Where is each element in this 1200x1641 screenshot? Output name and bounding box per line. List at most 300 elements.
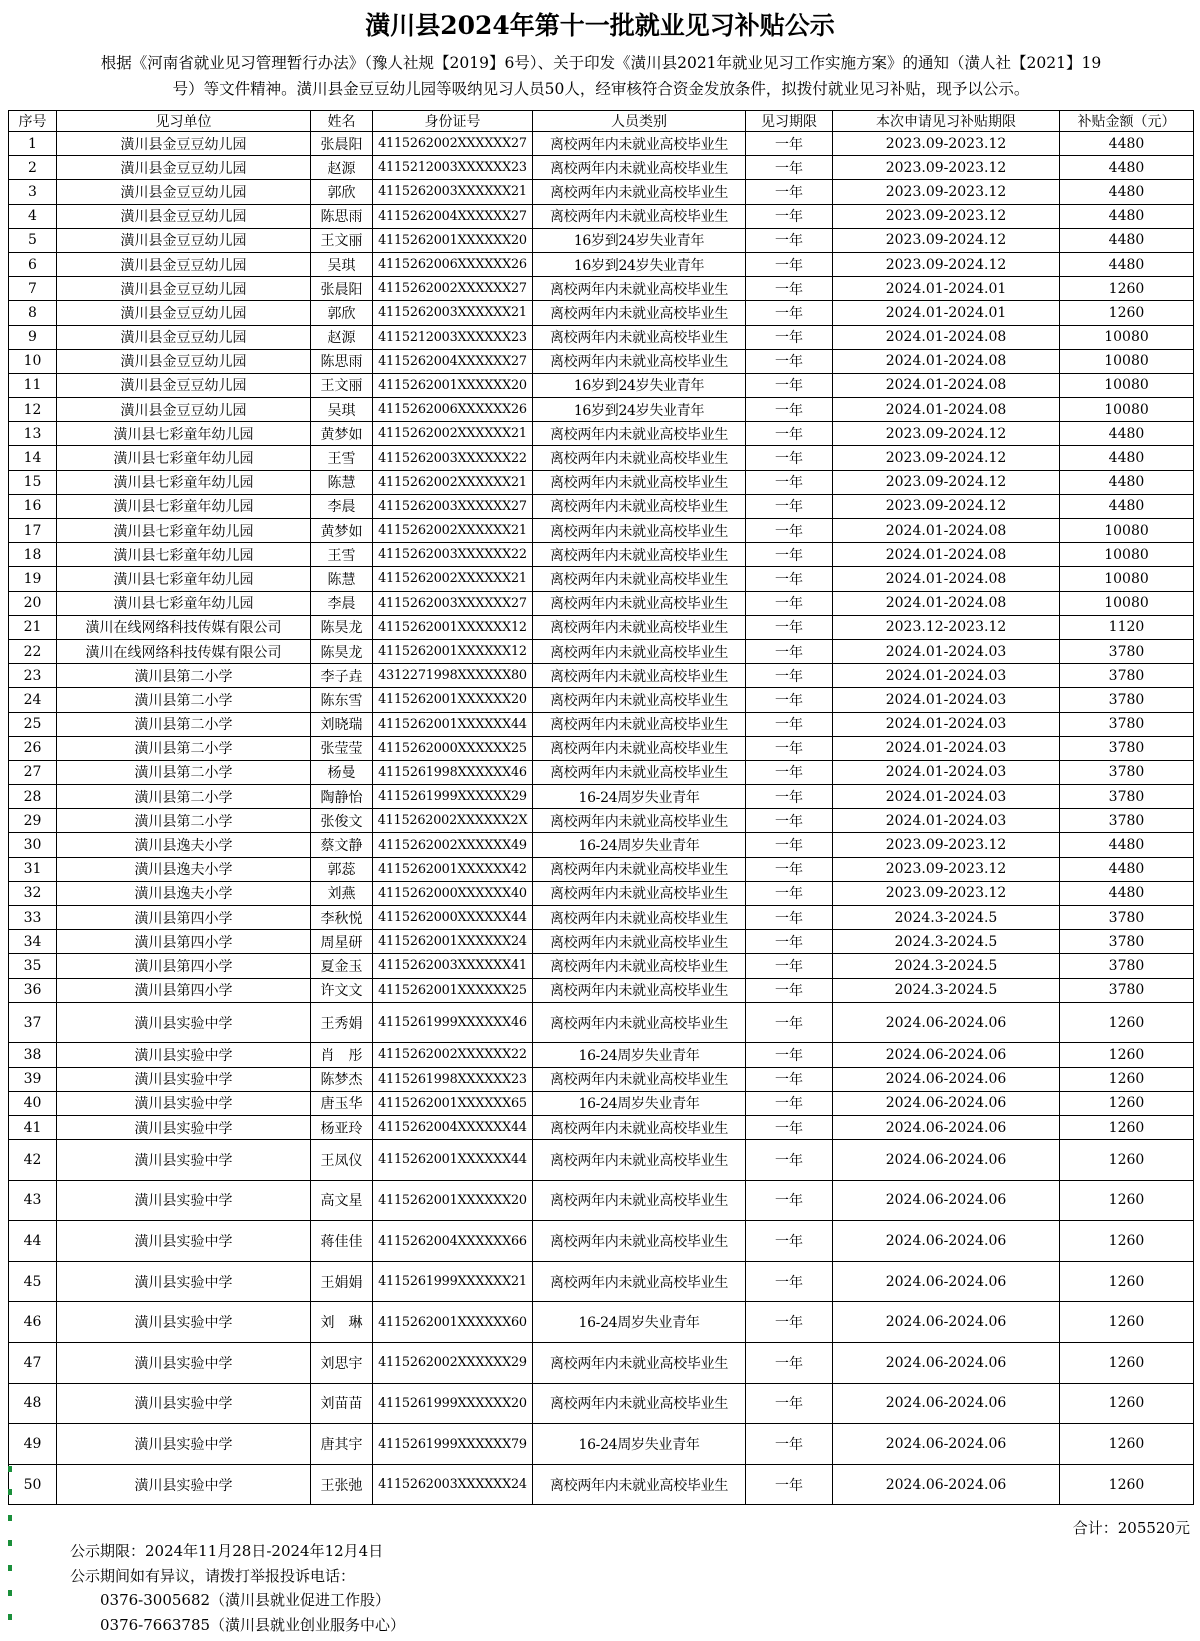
row-subsidy-period: 2024.06-2024.06 [833, 1383, 1060, 1424]
row-id-number: 4115261998XXXXXX46 [373, 760, 533, 784]
row-duration: 一年 [746, 664, 833, 688]
row-unit: 潢川在线网络科技传媒有限公司 [57, 639, 311, 663]
row-name: 王文丽 [311, 373, 373, 397]
row-id-number: 4115262001XXXXXX20 [373, 1180, 533, 1221]
row-duration: 一年 [746, 301, 833, 325]
row-name: 王娟娟 [311, 1261, 373, 1302]
row-name: 周星研 [311, 930, 373, 954]
row-amount: 3780 [1060, 664, 1194, 688]
page-title: 潢川县2024年第十一批就业见习补贴公示 [365, 11, 835, 40]
row-duration: 一年 [746, 1221, 833, 1262]
row-category: 离校两年内未就业高校毕业生 [533, 446, 746, 470]
row-subsidy-period: 2023.09-2024.12 [833, 252, 1060, 276]
row-subsidy-period: 2024.01-2024.08 [833, 591, 1060, 615]
row-category: 离校两年内未就业高校毕业生 [533, 1221, 746, 1262]
row-category: 离校两年内未就业高校毕业生 [533, 930, 746, 954]
row-amount: 10080 [1060, 591, 1194, 615]
row-duration: 一年 [746, 494, 833, 518]
table-row [9, 1221, 1194, 1262]
row-subsidy-period: 2023.09-2024.12 [833, 494, 1060, 518]
row-category: 16-24周岁失业青年 [533, 1302, 746, 1343]
row-duration: 一年 [746, 785, 833, 809]
row-index: 14 [9, 446, 57, 470]
row-amount: 4480 [1060, 156, 1194, 180]
row-unit: 潢川县第四小学 [57, 930, 311, 954]
table-row [9, 567, 1194, 591]
row-amount: 4480 [1060, 470, 1194, 494]
row-id-number: 4115262000XXXXXX40 [373, 881, 533, 905]
row-subsidy-period: 2024.06-2024.06 [833, 1091, 1060, 1115]
row-id-number: 4115262003XXXXXX24 [373, 1464, 533, 1505]
row-index: 43 [9, 1180, 57, 1221]
row-amount: 4480 [1060, 180, 1194, 204]
row-id-number: 4115262001XXXXXX12 [373, 615, 533, 639]
row-duration: 一年 [746, 446, 833, 470]
row-amount: 1260 [1060, 1002, 1194, 1043]
row-subsidy-period: 2024.06-2024.06 [833, 1221, 1060, 1262]
row-amount: 1260 [1060, 1464, 1194, 1505]
row-category: 离校两年内未就业高校毕业生 [533, 1115, 746, 1139]
row-index: 18 [9, 543, 57, 567]
row-category: 离校两年内未就业高校毕业生 [533, 519, 746, 543]
row-amount: 10080 [1060, 398, 1194, 422]
row-index: 1 [9, 132, 57, 156]
row-category: 离校两年内未就业高校毕业生 [533, 954, 746, 978]
row-unit: 潢川县七彩童年幼儿园 [57, 591, 311, 615]
row-category: 离校两年内未就业高校毕业生 [533, 639, 746, 663]
row-duration: 一年 [746, 833, 833, 857]
row-index: 26 [9, 736, 57, 760]
row-unit: 潢川县金豆豆幼儿园 [57, 398, 311, 422]
row-category: 离校两年内未就业高校毕业生 [533, 1383, 746, 1424]
row-category: 16-24周岁失业青年 [533, 1091, 746, 1115]
row-amount: 1260 [1060, 301, 1194, 325]
row-id-number: 4115262002XXXXXX27 [373, 277, 533, 301]
table-row [9, 1343, 1194, 1384]
row-subsidy-period: 2024.06-2024.06 [833, 1115, 1060, 1139]
row-id-number: 4115262001XXXXXX24 [373, 930, 533, 954]
row-amount: 3780 [1060, 809, 1194, 833]
row-duration: 一年 [746, 1383, 833, 1424]
row-subsidy-period: 2024.06-2024.06 [833, 1043, 1060, 1067]
row-category: 离校两年内未就业高校毕业生 [533, 809, 746, 833]
table-header-row [9, 111, 1194, 132]
table-row [9, 1383, 1194, 1424]
row-category: 离校两年内未就业高校毕业生 [533, 857, 746, 881]
row-duration: 一年 [746, 373, 833, 397]
row-category: 16岁到24岁失业青年 [533, 252, 746, 276]
row-amount: 4480 [1060, 881, 1194, 905]
row-duration: 一年 [746, 930, 833, 954]
row-duration: 一年 [746, 349, 833, 373]
row-index: 24 [9, 688, 57, 712]
row-amount: 4480 [1060, 857, 1194, 881]
row-name: 赵源 [311, 325, 373, 349]
table-row [9, 519, 1194, 543]
table-row [9, 954, 1194, 978]
row-id-number: 4115261999XXXXXX46 [373, 1002, 533, 1043]
table-row [9, 132, 1194, 156]
row-name: 陈慧 [311, 470, 373, 494]
header-index: 序号 [9, 111, 57, 132]
row-subsidy-period: 2024.3-2024.5 [833, 930, 1060, 954]
row-index: 34 [9, 930, 57, 954]
row-id-number: 4115261999XXXXXX21 [373, 1261, 533, 1302]
row-index: 29 [9, 809, 57, 833]
table-row [9, 180, 1194, 204]
table-row [9, 277, 1194, 301]
row-name: 唐其宇 [311, 1424, 373, 1465]
table-row [9, 1180, 1194, 1221]
row-duration: 一年 [746, 156, 833, 180]
row-amount: 1260 [1060, 1221, 1194, 1262]
row-unit: 潢川县实验中学 [57, 1002, 311, 1043]
row-index: 41 [9, 1115, 57, 1139]
row-amount: 4480 [1060, 494, 1194, 518]
row-subsidy-period: 2024.01-2024.08 [833, 567, 1060, 591]
row-subsidy-period: 2024.01-2024.03 [833, 809, 1060, 833]
row-id-number: 4115262003XXXXXX27 [373, 591, 533, 615]
row-unit: 潢川县第二小学 [57, 785, 311, 809]
row-name: 黄梦如 [311, 422, 373, 446]
row-category: 离校两年内未就业高校毕业生 [533, 1464, 746, 1505]
row-duration: 一年 [746, 615, 833, 639]
row-category: 离校两年内未就业高校毕业生 [533, 422, 746, 446]
table-row [9, 1091, 1194, 1115]
row-id-number: 4115262004XXXXXX27 [373, 349, 533, 373]
row-index: 21 [9, 615, 57, 639]
row-category: 离校两年内未就业高校毕业生 [533, 591, 746, 615]
row-amount: 1260 [1060, 1091, 1194, 1115]
row-category: 离校两年内未就业高校毕业生 [533, 543, 746, 567]
row-index: 5 [9, 228, 57, 252]
row-id-number: 4115262003XXXXXX41 [373, 954, 533, 978]
cell-marker [8, 1466, 12, 1472]
row-index: 38 [9, 1043, 57, 1067]
row-category: 16-24周岁失业青年 [533, 1043, 746, 1067]
row-amount: 1260 [1060, 1115, 1194, 1139]
table-row [9, 736, 1194, 760]
row-name: 郭欣 [311, 180, 373, 204]
row-amount: 10080 [1060, 519, 1194, 543]
row-category: 16岁到24岁失业青年 [533, 398, 746, 422]
row-category: 16岁到24岁失业青年 [533, 228, 746, 252]
row-id-number: 4115262003XXXXXX22 [373, 543, 533, 567]
row-name: 杨曼 [311, 760, 373, 784]
row-id-number: 4115261998XXXXXX23 [373, 1067, 533, 1091]
row-name: 陈东雪 [311, 688, 373, 712]
row-index: 7 [9, 277, 57, 301]
row-unit: 潢川县七彩童年幼儿园 [57, 543, 311, 567]
row-index: 27 [9, 760, 57, 784]
row-duration: 一年 [746, 252, 833, 276]
row-amount: 3780 [1060, 736, 1194, 760]
row-duration: 一年 [746, 519, 833, 543]
header-duration: 见习期限 [746, 111, 833, 132]
row-name: 陈思雨 [311, 204, 373, 228]
row-unit: 潢川县七彩童年幼儿园 [57, 567, 311, 591]
row-id-number: 4115262006XXXXXX26 [373, 398, 533, 422]
row-index: 44 [9, 1221, 57, 1262]
row-index: 30 [9, 833, 57, 857]
intro-line-2: 号）等文件精神。潢川县金豆豆幼儿园等吸纳见习人员50人，经审核符合资金发放条件，拟拨付就业见习补贴，现予以公示。 [172, 80, 1030, 98]
row-amount: 1260 [1060, 1424, 1194, 1465]
row-subsidy-period: 2024.01-2024.01 [833, 277, 1060, 301]
row-index: 4 [9, 204, 57, 228]
row-unit: 潢川县第二小学 [57, 712, 311, 736]
row-amount: 4480 [1060, 252, 1194, 276]
row-subsidy-period: 2023.09-2023.12 [833, 132, 1060, 156]
row-unit: 潢川县实验中学 [57, 1091, 311, 1115]
row-category: 离校两年内未就业高校毕业生 [533, 1067, 746, 1091]
row-amount: 1260 [1060, 277, 1194, 301]
row-subsidy-period: 2023.09-2024.12 [833, 446, 1060, 470]
row-id-number: 4115262002XXXXXX21 [373, 567, 533, 591]
row-name: 赵源 [311, 156, 373, 180]
row-category: 离校两年内未就业高校毕业生 [533, 494, 746, 518]
row-category: 离校两年内未就业高校毕业生 [533, 615, 746, 639]
row-name: 刘思宇 [311, 1343, 373, 1384]
row-amount: 10080 [1060, 567, 1194, 591]
row-duration: 一年 [746, 470, 833, 494]
row-subsidy-period: 2024.06-2024.06 [833, 1343, 1060, 1384]
row-duration: 一年 [746, 1067, 833, 1091]
row-subsidy-period: 2023.12-2023.12 [833, 615, 1060, 639]
row-unit: 潢川县第二小学 [57, 760, 311, 784]
row-subsidy-period: 2024.3-2024.5 [833, 906, 1060, 930]
row-id-number: 4115262004XXXXXX44 [373, 1115, 533, 1139]
row-unit: 潢川县金豆豆幼儿园 [57, 325, 311, 349]
table-row [9, 494, 1194, 518]
cell-marker [8, 1565, 12, 1571]
row-category: 16岁到24岁失业青年 [533, 373, 746, 397]
row-id-number: 4115212003XXXXXX23 [373, 325, 533, 349]
cell-marker [8, 1489, 12, 1495]
table-row [9, 156, 1194, 180]
row-subsidy-period: 2024.01-2024.08 [833, 543, 1060, 567]
row-duration: 一年 [746, 1424, 833, 1465]
row-index: 31 [9, 857, 57, 881]
row-unit: 潢川县金豆豆幼儿园 [57, 349, 311, 373]
row-unit: 潢川县实验中学 [57, 1180, 311, 1221]
row-duration: 一年 [746, 688, 833, 712]
row-subsidy-period: 2024.06-2024.06 [833, 1302, 1060, 1343]
row-name: 王文丽 [311, 228, 373, 252]
row-unit: 潢川县金豆豆幼儿园 [57, 277, 311, 301]
row-index: 19 [9, 567, 57, 591]
row-amount: 3780 [1060, 785, 1194, 809]
row-duration: 一年 [746, 1343, 833, 1384]
table-row [9, 712, 1194, 736]
row-category: 离校两年内未就业高校毕业生 [533, 736, 746, 760]
row-subsidy-period: 2023.09-2023.12 [833, 881, 1060, 905]
row-name: 夏金玉 [311, 954, 373, 978]
row-name: 张晨阳 [311, 277, 373, 301]
table-row [9, 301, 1194, 325]
row-id-number: 4115261999XXXXXX20 [373, 1383, 533, 1424]
row-id-number: 4115262002XXXXXX29 [373, 1343, 533, 1384]
row-id-number: 4115262004XXXXXX66 [373, 1221, 533, 1262]
row-subsidy-period: 2024.01-2024.03 [833, 639, 1060, 663]
row-amount: 4480 [1060, 446, 1194, 470]
row-unit: 潢川县金豆豆幼儿园 [57, 204, 311, 228]
row-name: 王雪 [311, 543, 373, 567]
row-category: 离校两年内未就业高校毕业生 [533, 132, 746, 156]
row-category: 离校两年内未就业高校毕业生 [533, 712, 746, 736]
header-id-number: 身份证号 [373, 111, 533, 132]
row-amount: 1260 [1060, 1067, 1194, 1091]
row-id-number: 4115261999XXXXXX29 [373, 785, 533, 809]
row-id-number: 4115262002XXXXXX49 [373, 833, 533, 857]
row-duration: 一年 [746, 736, 833, 760]
row-unit: 潢川县实验中学 [57, 1043, 311, 1067]
row-name: 刘燕 [311, 881, 373, 905]
row-index: 22 [9, 639, 57, 663]
row-index: 16 [9, 494, 57, 518]
row-category: 16-24周岁失业青年 [533, 833, 746, 857]
table-row [9, 639, 1194, 663]
row-category: 离校两年内未就业高校毕业生 [533, 567, 746, 591]
row-category: 离校两年内未就业高校毕业生 [533, 1343, 746, 1384]
row-id-number: 4115262006XXXXXX26 [373, 252, 533, 276]
row-name: 王秀娟 [311, 1002, 373, 1043]
row-unit: 潢川县七彩童年幼儿园 [57, 422, 311, 446]
row-duration: 一年 [746, 204, 833, 228]
row-duration: 一年 [746, 857, 833, 881]
row-name: 高文星 [311, 1180, 373, 1221]
row-subsidy-period: 2024.01-2024.03 [833, 664, 1060, 688]
row-name: 吴琪 [311, 252, 373, 276]
row-unit: 潢川县金豆豆幼儿园 [57, 301, 311, 325]
row-subsidy-period: 2023.09-2023.12 [833, 857, 1060, 881]
complaint-phone-1: 0376-3005682（潢川县就业促进工作股） [100, 1591, 391, 1609]
complaint-phone-2: 0376-7663785（潢川县就业创业服务中心） [100, 1615, 406, 1634]
table-row [9, 446, 1194, 470]
table-row [9, 881, 1194, 905]
table-row [9, 1140, 1194, 1181]
row-subsidy-period: 2024.3-2024.5 [833, 954, 1060, 978]
row-duration: 一年 [746, 1043, 833, 1067]
row-amount: 3780 [1060, 688, 1194, 712]
row-id-number: 4312271998XXXXXX80 [373, 664, 533, 688]
row-duration: 一年 [746, 809, 833, 833]
table-row [9, 688, 1194, 712]
row-id-number: 4115262001XXXXXX44 [373, 712, 533, 736]
row-duration: 一年 [746, 591, 833, 615]
row-id-number: 4115262001XXXXXX44 [373, 1140, 533, 1181]
row-index: 3 [9, 180, 57, 204]
row-name: 刘晓瑞 [311, 712, 373, 736]
row-category: 离校两年内未就业高校毕业生 [533, 664, 746, 688]
row-unit: 潢川县逸夫小学 [57, 881, 311, 905]
row-amount: 1260 [1060, 1261, 1194, 1302]
table-row [9, 1261, 1194, 1302]
row-unit: 潢川县逸夫小学 [57, 857, 311, 881]
row-unit: 潢川县第四小学 [57, 954, 311, 978]
row-duration: 一年 [746, 1002, 833, 1043]
row-amount: 3780 [1060, 760, 1194, 784]
row-index: 42 [9, 1140, 57, 1181]
row-category: 离校两年内未就业高校毕业生 [533, 760, 746, 784]
row-subsidy-period: 2024.3-2024.5 [833, 978, 1060, 1002]
row-category: 离校两年内未就业高校毕业生 [533, 1140, 746, 1181]
row-name: 陈昊龙 [311, 615, 373, 639]
row-unit: 潢川县第二小学 [57, 809, 311, 833]
row-index: 15 [9, 470, 57, 494]
row-unit: 潢川县七彩童年幼儿园 [57, 494, 311, 518]
row-category: 离校两年内未就业高校毕业生 [533, 470, 746, 494]
row-category: 离校两年内未就业高校毕业生 [533, 881, 746, 905]
row-name: 唐玉华 [311, 1091, 373, 1115]
row-unit: 潢川县实验中学 [57, 1464, 311, 1505]
table-row [9, 760, 1194, 784]
row-name: 蒋佳佳 [311, 1221, 373, 1262]
table-row [9, 1043, 1194, 1067]
row-id-number: 4115262001XXXXXX20 [373, 228, 533, 252]
row-duration: 一年 [746, 567, 833, 591]
row-index: 50 [9, 1464, 57, 1505]
row-subsidy-period: 2024.01-2024.08 [833, 398, 1060, 422]
table-row [9, 591, 1194, 615]
row-id-number: 4115262002XXXXXX2X [373, 809, 533, 833]
row-amount: 3780 [1060, 954, 1194, 978]
row-index: 11 [9, 373, 57, 397]
row-name: 吴琪 [311, 398, 373, 422]
row-amount: 10080 [1060, 373, 1194, 397]
row-duration: 一年 [746, 325, 833, 349]
table-row [9, 325, 1194, 349]
table-row [9, 373, 1194, 397]
row-amount: 1120 [1060, 615, 1194, 639]
row-id-number: 4115262000XXXXXX44 [373, 906, 533, 930]
row-index: 13 [9, 422, 57, 446]
row-id-number: 4115261999XXXXXX79 [373, 1424, 533, 1465]
row-amount: 4480 [1060, 228, 1194, 252]
table-row [9, 543, 1194, 567]
table-row [9, 1067, 1194, 1091]
row-category: 离校两年内未就业高校毕业生 [533, 1002, 746, 1043]
row-name: 肖 彤 [311, 1043, 373, 1067]
table-row [9, 1424, 1194, 1465]
header-name: 姓名 [311, 111, 373, 132]
row-id-number: 4115262003XXXXXX21 [373, 180, 533, 204]
row-category: 离校两年内未就业高校毕业生 [533, 325, 746, 349]
row-duration: 一年 [746, 543, 833, 567]
row-id-number: 4115262002XXXXXX22 [373, 1043, 533, 1067]
row-subsidy-period: 2023.09-2023.12 [833, 204, 1060, 228]
row-index: 25 [9, 712, 57, 736]
row-amount: 4480 [1060, 422, 1194, 446]
row-duration: 一年 [746, 712, 833, 736]
row-id-number: 4115262000XXXXXX25 [373, 736, 533, 760]
row-id-number: 4115262001XXXXXX42 [373, 857, 533, 881]
row-amount: 1260 [1060, 1302, 1194, 1343]
row-amount: 4480 [1060, 132, 1194, 156]
table-row [9, 833, 1194, 857]
row-unit: 潢川在线网络科技传媒有限公司 [57, 615, 311, 639]
row-index: 47 [9, 1343, 57, 1384]
row-index: 45 [9, 1261, 57, 1302]
objection-notice: 公示期间如有异议，请拨打举报投诉电话： [70, 1566, 356, 1585]
row-index: 48 [9, 1383, 57, 1424]
row-subsidy-period: 2024.06-2024.06 [833, 1140, 1060, 1181]
row-id-number: 4115262001XXXXXX20 [373, 373, 533, 397]
row-name: 张晨阳 [311, 132, 373, 156]
row-duration: 一年 [746, 639, 833, 663]
row-unit: 潢川县七彩童年幼儿园 [57, 470, 311, 494]
row-subsidy-period: 2024.06-2024.06 [833, 1261, 1060, 1302]
header-amount: 补贴金额（元） [1060, 111, 1194, 132]
